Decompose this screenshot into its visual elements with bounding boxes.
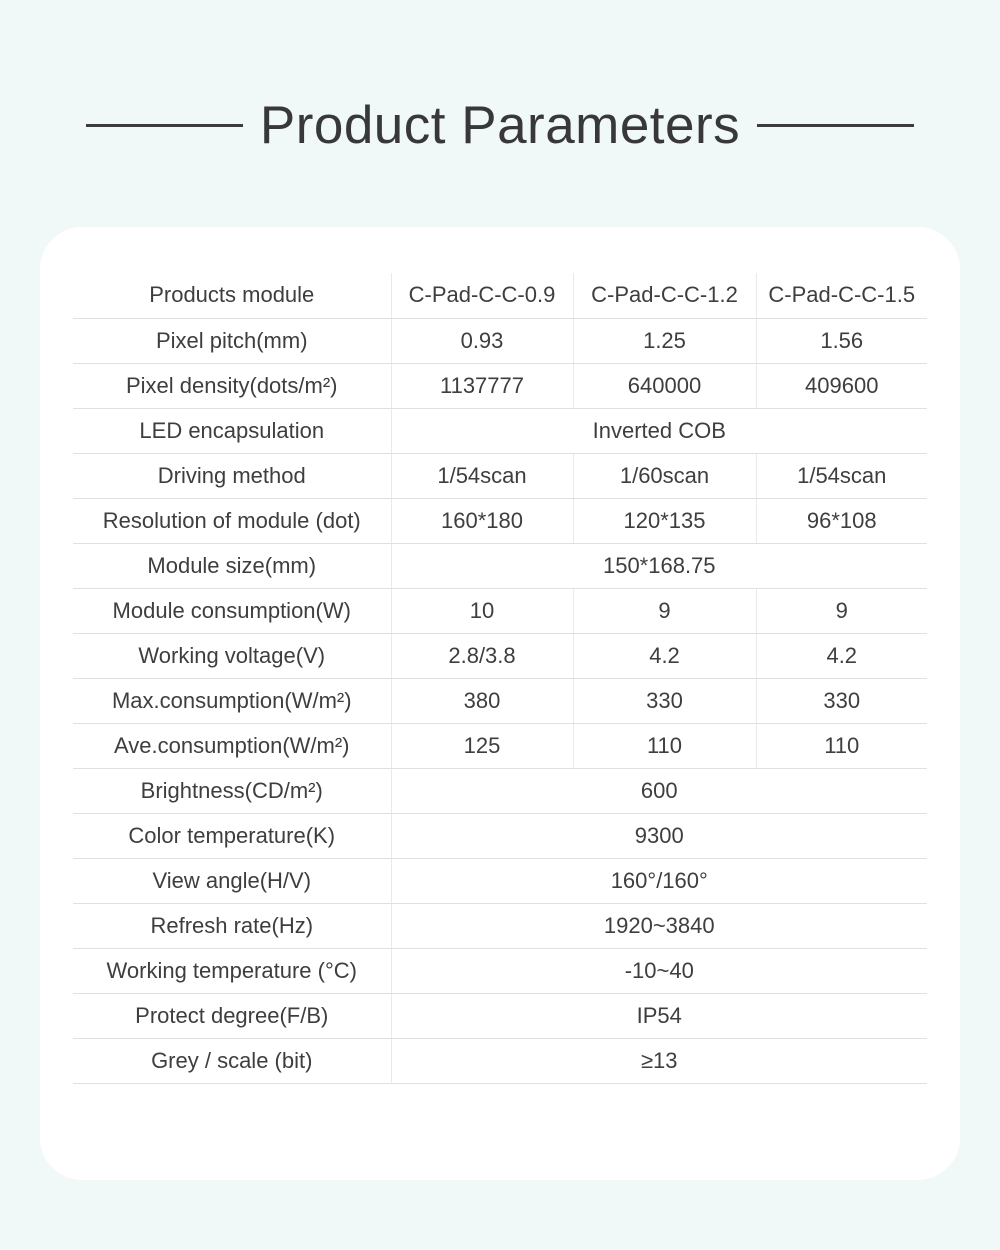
spec-value: C-Pad-C-C-1.5 [756, 273, 927, 318]
spec-value: 125 [391, 723, 573, 768]
table-row-working-temperature [73, 948, 927, 993]
table-row-refresh-rate [73, 903, 927, 948]
table-row-products-module [73, 273, 927, 318]
spec-value-span: Inverted COB [391, 408, 927, 453]
table-row-max-consumption [73, 678, 927, 723]
spec-value-span: 160°/160° [391, 858, 927, 903]
spec-value-span: ≥13 [391, 1038, 927, 1083]
table-row-pixel-density [73, 363, 927, 408]
product-parameters-table [73, 273, 927, 1084]
spec-label: Color temperature(K) [73, 813, 391, 858]
spec-value-span: 1920~3840 [391, 903, 927, 948]
spec-label: Max.consumption(W/m²) [73, 678, 391, 723]
table-row-color-temperature [73, 813, 927, 858]
spec-value-span: -10~40 [391, 948, 927, 993]
spec-card [40, 227, 960, 1180]
spec-value: 9 [756, 588, 927, 633]
table-row-grey-scale [73, 1038, 927, 1083]
spec-value: 0.93 [391, 318, 573, 363]
spec-value: 4.2 [756, 633, 927, 678]
spec-value-span: 9300 [391, 813, 927, 858]
spec-label: Products module [73, 273, 391, 318]
spec-value-span: IP54 [391, 993, 927, 1038]
spec-label: Ave.consumption(W/m²) [73, 723, 391, 768]
table-row-ave-consumption [73, 723, 927, 768]
table-row-view-angle [73, 858, 927, 903]
spec-label: View angle(H/V) [73, 858, 391, 903]
spec-value: 96*108 [756, 498, 927, 543]
table-row-module-size [73, 543, 927, 588]
title-right-rule [757, 124, 914, 127]
spec-value: 1.25 [573, 318, 756, 363]
title-left-rule [86, 124, 243, 127]
spec-value: 1/54scan [391, 453, 573, 498]
table-row-driving-method [73, 453, 927, 498]
spec-value: 110 [573, 723, 756, 768]
spec-value: 2.8/3.8 [391, 633, 573, 678]
spec-label: Grey / scale (bit) [73, 1038, 391, 1083]
spec-label: Protect degree(F/B) [73, 993, 391, 1038]
spec-value: 1/60scan [573, 453, 756, 498]
spec-label: Module size(mm) [73, 543, 391, 588]
spec-value: 1137777 [391, 363, 573, 408]
spec-label: LED encapsulation [73, 408, 391, 453]
spec-value: 4.2 [573, 633, 756, 678]
table-row-pixel-pitch [73, 318, 927, 363]
spec-value: 1/54scan [756, 453, 927, 498]
spec-value: 330 [573, 678, 756, 723]
spec-label: Driving method [73, 453, 391, 498]
table-row-module-consumption [73, 588, 927, 633]
spec-value: 330 [756, 678, 927, 723]
spec-value: 120*135 [573, 498, 756, 543]
spec-value: C-Pad-C-C-0.9 [391, 273, 573, 318]
page-title-band [0, 95, 1000, 156]
spec-label: Pixel pitch(mm) [73, 318, 391, 363]
table-row-protect-degree [73, 993, 927, 1038]
spec-value: 1.56 [756, 318, 927, 363]
spec-value: 380 [391, 678, 573, 723]
spec-value: 640000 [573, 363, 756, 408]
spec-label: Module consumption(W) [73, 588, 391, 633]
spec-label: Refresh rate(Hz) [73, 903, 391, 948]
spec-label: Brightness(CD/m²) [73, 768, 391, 813]
table-row-brightness [73, 768, 927, 813]
spec-value: C-Pad-C-C-1.2 [573, 273, 756, 318]
spec-label: Pixel density(dots/m²) [73, 363, 391, 408]
spec-label: Working voltage(V) [73, 633, 391, 678]
spec-value: 409600 [756, 363, 927, 408]
spec-value: 110 [756, 723, 927, 768]
table-row-resolution [73, 498, 927, 543]
table-row-working-voltage [73, 633, 927, 678]
spec-value-span: 600 [391, 768, 927, 813]
spec-value: 10 [391, 588, 573, 633]
spec-label: Resolution of module (dot) [73, 498, 391, 543]
spec-label: Working temperature (°C) [73, 948, 391, 993]
spec-value-span: 150*168.75 [391, 543, 927, 588]
table-row-led-encapsulation [73, 408, 927, 453]
spec-value: 9 [573, 588, 756, 633]
spec-value: 160*180 [391, 498, 573, 543]
page-title: Product Parameters [259, 96, 741, 155]
